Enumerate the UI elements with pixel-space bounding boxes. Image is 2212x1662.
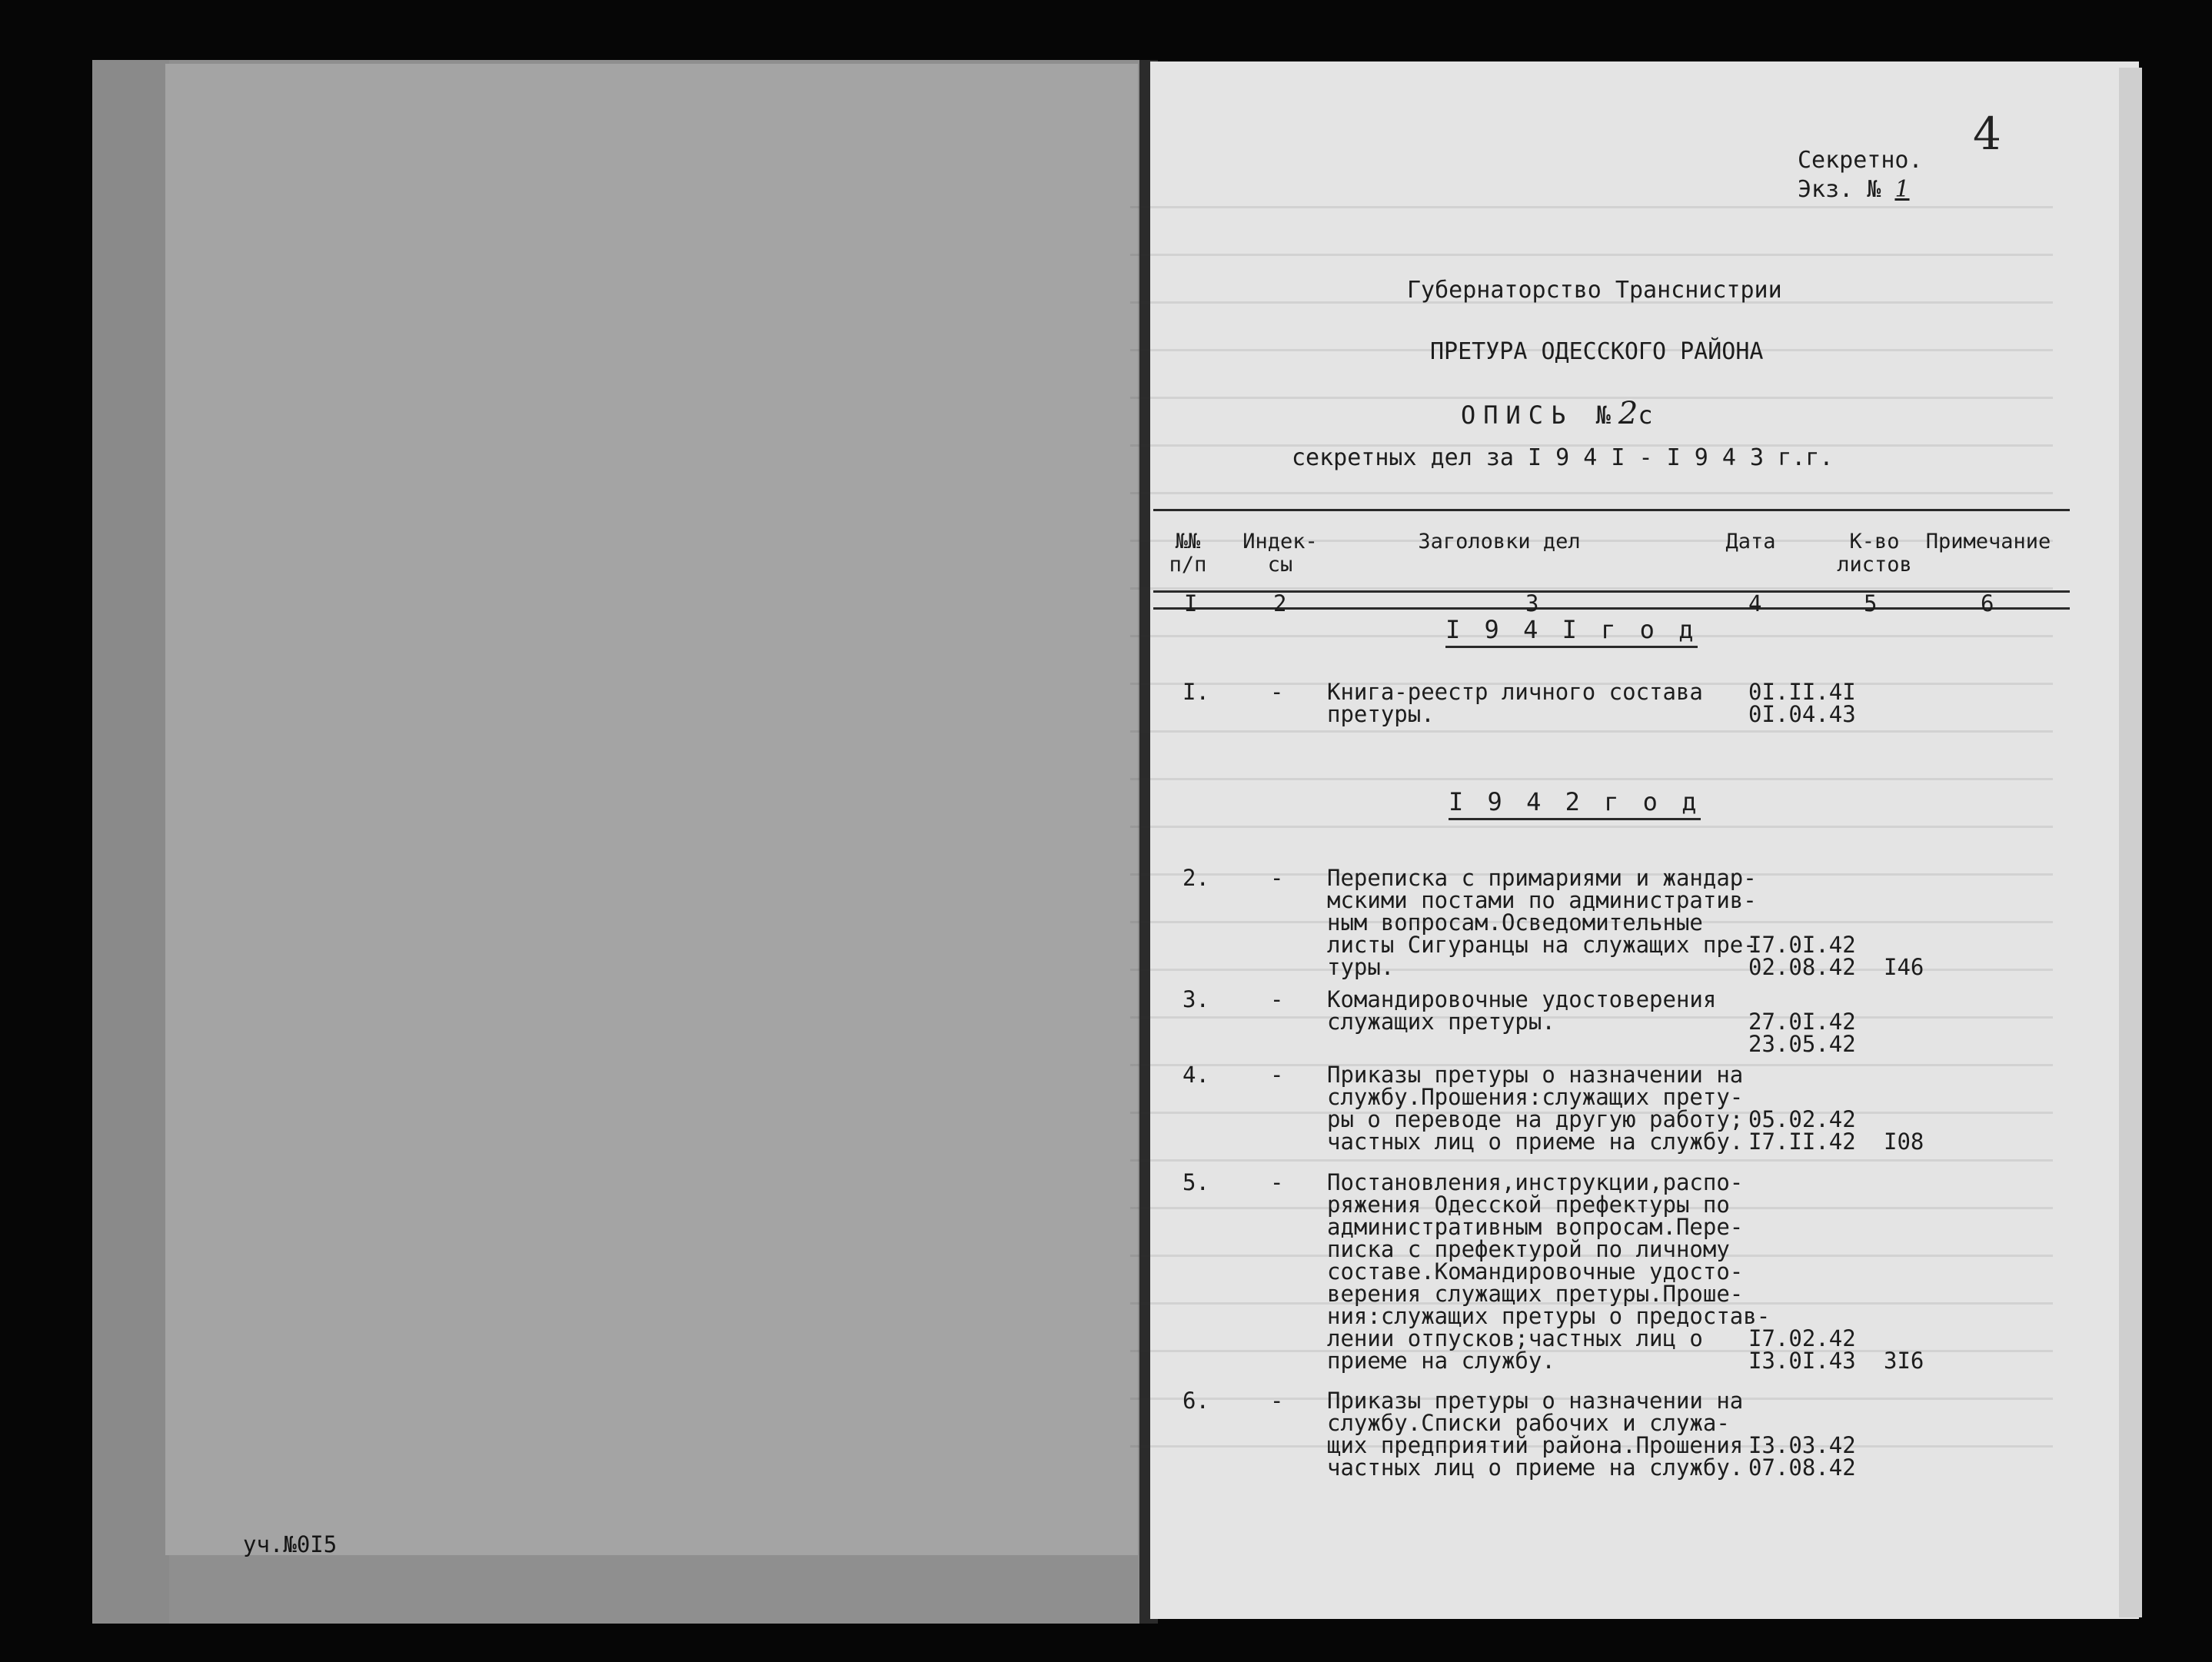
table-top-rule	[1153, 509, 2070, 511]
entry-index: -	[1270, 679, 1284, 705]
entry-index: -	[1270, 986, 1284, 1012]
entry-index: -	[1270, 1169, 1284, 1195]
pretura-heading: ПРЕТУРА ОДЕССКОГО РАЙОНА	[1430, 338, 1764, 365]
page-stack-edge	[2119, 68, 2142, 1617]
entry-index: -	[1270, 1388, 1284, 1414]
governorate-heading: Губернаторство Транснистрии	[1407, 277, 1782, 304]
entry-title: Командировочные удостоверения служащих претуры.	[1327, 986, 1717, 1035]
entry-dates: 0I.II.4I 0I.04.43	[1748, 679, 1856, 727]
table-numbers-rule	[1153, 607, 2070, 610]
entry-sheets: I08	[1884, 1128, 1924, 1155]
entry-number: 5.	[1183, 1169, 1209, 1195]
copy-number: 1	[1894, 176, 1910, 203]
column-header-date: Дата	[1725, 530, 1776, 553]
year-heading: I 9 4 I г о д	[1445, 615, 1698, 648]
entry-number: 3.	[1183, 986, 1209, 1012]
folio-number: 4	[1973, 108, 2001, 160]
column-number: 3	[1525, 590, 1539, 617]
inventory-suffix: с	[1638, 401, 1661, 430]
accession-number: уч.№0I5	[243, 1531, 338, 1557]
left-cover-page	[92, 60, 1144, 1624]
entry-title: Постановления,инструкции,распо- ряжения Одесской префектуры по административным вопросам.Пере- писка с префектурой по личному составе.Командировочные удосто- верения служащих претуры.Проше- ния:служащих претуры о предостав- лении отпусков;частных лиц о приеме на службу.	[1327, 1169, 1771, 1374]
entry-title: Переписка с примариями и жандар- мскими постами по административ- ным вопросам.Осведомительные листы Сигуранцы на служащих пре- туры.	[1327, 865, 1757, 980]
secrecy-stamp	[1798, 146, 1923, 204]
copy-line	[1798, 175, 1923, 204]
entry-dates: I7.02.42 I3.0I.43	[1748, 1325, 1856, 1374]
entry-sheets: I46	[1884, 954, 1924, 980]
inventory-label: ОПИСЬ №	[1461, 401, 1618, 430]
column-header-index: Индек- сы	[1242, 530, 1318, 577]
year-heading: I 9 4 2 г о д	[1449, 787, 1701, 820]
entry-dates: 27.0I.42 23.05.42	[1748, 1009, 1856, 1057]
inventory-number: 2	[1618, 396, 1638, 431]
entry-number: I.	[1183, 679, 1209, 705]
entry-dates: 05.02.42 I7.II.42	[1748, 1106, 1856, 1155]
column-number: 4	[1748, 590, 1762, 617]
entry-title: Книга-реестр личного состава претуры.	[1327, 679, 1703, 727]
table-header-rule	[1153, 590, 2070, 593]
entry-number: 2.	[1183, 865, 1209, 891]
entry-index: -	[1270, 865, 1284, 891]
entry-sheets: 3I6	[1884, 1348, 1924, 1374]
cover-edge-strip	[92, 60, 169, 1624]
secrecy-label: Секретно.	[1798, 147, 1923, 174]
column-number: I	[1184, 590, 1198, 617]
entry-title: Приказы претуры о назначении на службу.Прошения:служащих прету- ры о переводе на другую работу; частных лиц о приеме на службу.	[1327, 1062, 1744, 1155]
entry-number: 4.	[1183, 1062, 1209, 1088]
entry-number: 6.	[1183, 1388, 1209, 1414]
column-header-notes: Примечание	[1925, 530, 2051, 553]
inventory-title	[1461, 396, 1661, 431]
column-number: 2	[1273, 590, 1287, 617]
column-header-sheets: К-во листов	[1837, 530, 1912, 577]
column-header-title: Заголовки дел	[1418, 530, 1581, 553]
entry-dates: I7.0I.42 02.08.42	[1748, 932, 1856, 980]
entry-index: -	[1270, 1062, 1284, 1088]
column-number: 5	[1864, 590, 1878, 617]
inventory-subtitle: секретных дел за I 9 4 I - I 9 4 3 г.г.	[1292, 444, 1834, 471]
entry-dates: I3.03.42 07.08.42	[1748, 1432, 1856, 1481]
column-number: 6	[1981, 590, 1994, 617]
cover-inner-sheet	[165, 64, 1138, 1555]
column-header-number: №№ п/п	[1169, 530, 1207, 577]
entry-title: Приказы претуры о назначении на службу.Списки рабочих и служа- щих предприятий района.Прошения частных лиц о приеме на службу.	[1327, 1388, 1744, 1481]
copy-label: Экз. №	[1798, 176, 1881, 203]
